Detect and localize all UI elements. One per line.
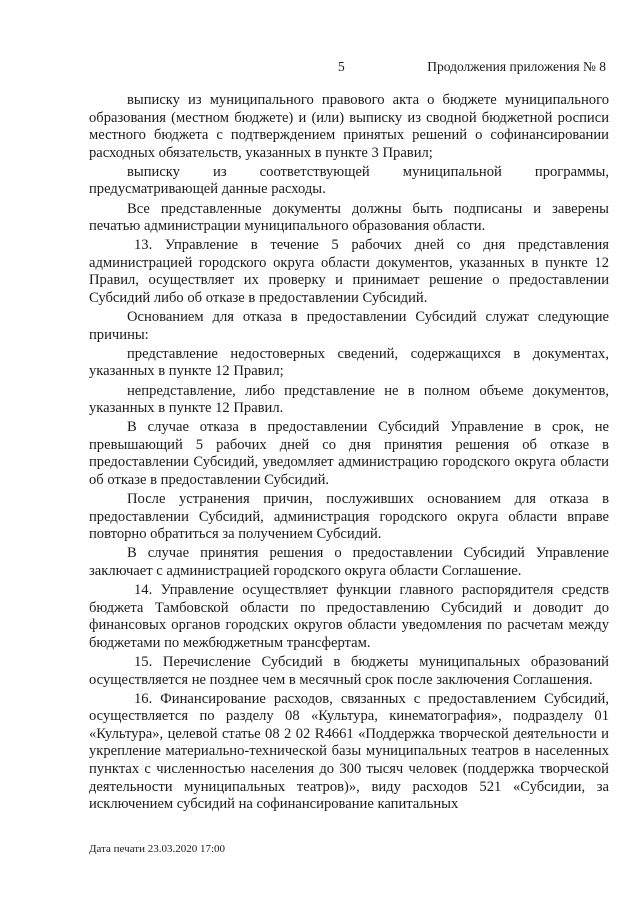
print-date: Дата печати 23.03.2020 17:00 (89, 843, 226, 855)
paragraph-clause-15: 15. Перечисление Субсидий в бюджеты муниципальных образований осуществляется не позднее чем в месячный срок после заключения Соглашения. (89, 653, 609, 688)
paragraph-false-info: представление недостоверных сведений, содержащихся в документах, указанных в пункте 12 Правил; (89, 345, 609, 380)
page-number: 5 (338, 59, 345, 74)
paragraph-agreement: В случае принятия решения о предоставлении Субсидий Управление заключает с администрацией городского округа области Соглашение. (89, 545, 609, 579)
paragraph-incomplete-docs: непредставление, либо представление не в полном объеме документов, указанных в пункте 12 Правил. (89, 382, 609, 417)
continuation-header: Продолжения приложения № 8 (427, 59, 606, 74)
paragraph-clause-13: 13. Управление в течение 5 рабочих дней со дня представления администрацией городского округа области документов, указанных в пункте 12 Правил, осуществляет их проверку и принимает решение о предоставлении Субсидий либо об отказе в предоставлении Субсидий. (89, 237, 609, 307)
document-body (89, 92, 609, 815)
paragraph-program-extract: выписку из соответствующей муниципальной программы, предусматривающей данные расходы. (89, 163, 609, 198)
paragraph-refusal-grounds: Основанием для отказа в предоставлении Субсидий служат следующие причины: (89, 309, 609, 343)
paragraph-clause-14: 14. Управление осуществляет функции главного распорядителя средств бюджета Тамбовской области по предоставлению Субсидий и доводит до финансовых органов городских округов области уведомления по расчетам между бюджетами по межбюджетным трансфертам. (89, 582, 609, 651)
paragraph-reapply: После устранения причин, послуживших основанием для отказа в предоставлении Субсидий, администрация городского округа области вправе повторно обратиться за получением Субсидий. (89, 491, 609, 543)
paragraph-clause-16: 16. Финансирование расходов, связанных с предоставлением Субсидий, осуществляется по разделу 08 «Культура, кинематография», подразделу 01 «Культура», целевой статье 08 2 02 R4661 «Поддержка творческой деятельности и укрепление материально-технической базы муниципальных театров в населенных пунктах с численностью населения до 300 тысяч человек (поддержка творческой деятельности муниципальных театров)», виду расходов 521 «Субсидии, за исключением субсидий на софинансирование капитальных (89, 690, 609, 813)
paragraph-refusal-notice: В случае отказа в предоставлении Субсидий Управление в срок, не превышающий 5 рабочих дней со дня принятия решения об отказе в предоставлении Субсидий, уведомляет администрацию городского округа области об отказе в предоставлении Субсидий. (89, 419, 609, 488)
paragraph-municipal-act-extract: выписку из муниципального правового акта о бюджете муниципального образования (местном бюджете) и (или) выписку из сводной бюджетной росписи местного бюджета с подтверждением принятых решений о софинансировании расходных обязательств, указанных в пункте 3 Правил; (89, 92, 609, 161)
paragraph-signature-requirement: Все представленные документы должны быть подписаны и заверены печатью администрации муниципального образования области. (89, 200, 609, 235)
